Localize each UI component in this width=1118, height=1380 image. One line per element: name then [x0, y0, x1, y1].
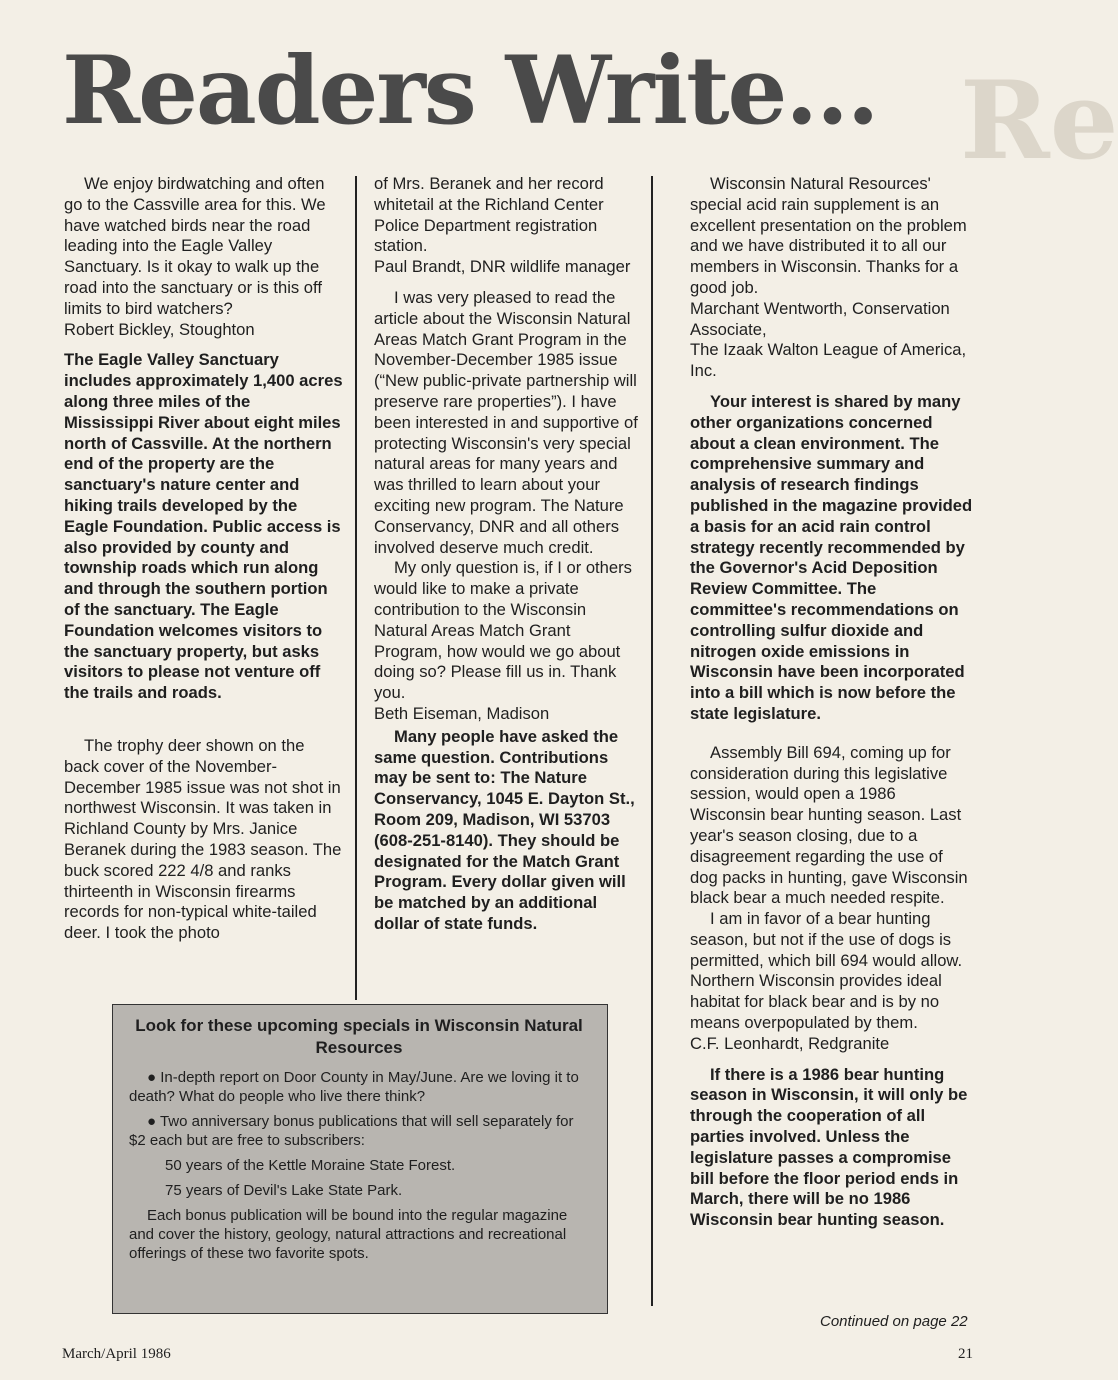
letter-signature-org: The Izaak Walton League of America, Inc.	[690, 340, 967, 381]
column-2	[374, 174, 642, 935]
editor-reply: Many people have asked the same question. Contributions may be sent to: The Nature Conservancy, 1045 E. Dayton St., Room 209, Madison, WI 53703 (608-251-8140). They should be designated for the Match Grant Program. Every dollar given will be matched by an additional dollar of state funds.	[374, 726, 635, 933]
letter-bear-hunting-opinion: I am in favor of a bear hunting season, but not if the use of dogs is permitted, which bill 694 would allow. Northern Wisconsin provides ideal habitat for black bear and is by no means overpopulated by them.	[690, 909, 963, 1033]
page-title: Readers Write...	[62, 36, 878, 146]
column-3	[690, 174, 974, 1231]
letter-birdwatching: We enjoy birdwatching and often go to the Cassville area for this. We have watched birds near the road leading into the Eagle Valley Sanctuary. Is it okay to walk up the road into the sanctuary or is this off limits to bird watchers?	[64, 174, 326, 318]
column-rule-right	[651, 176, 653, 1306]
letter-signature: Robert Bickley, Stoughton	[64, 319, 255, 339]
letter-continuation: of Mrs. Beranek and her record whitetail at the Richland Center Police Department registration station.	[374, 174, 604, 256]
editor-reply: The Eagle Valley Sanctuary includes approximately 1,400 acres along three miles of the Mississippi River about eight miles north of Cassville. At the northern end of the property are the sanctuary's nature center and hiking trails developed by the Eagle Foundation. Public access is also provided by county and township roads which run along and through the southern portion of the sanctuary. The Eagle Foundation welcomes visitors to the sanctuary property, but asks visitors to please not venture off the trails and roads.	[64, 350, 343, 703]
box-item-door-county: ● In-depth report on Door County in May/June. Are we loving it to death? What do people who live there think?	[129, 1069, 579, 1105]
letter-signature: Marchant Wentworth, Conservation Associate,	[690, 298, 950, 339]
column-rule-left	[355, 176, 357, 1000]
upcoming-specials-box	[112, 1004, 608, 1314]
letter-signature: Beth Eiseman, Madison	[374, 703, 550, 723]
column-1	[64, 174, 344, 944]
box-subitem-kettle-moraine: 50 years of the Kettle Moraine State Forest.	[165, 1157, 456, 1174]
box-note: Each bonus publication will be bound into the regular magazine and cover the history, geology, natural attractions and recreational offerings of these two favorite spots.	[129, 1207, 568, 1262]
box-title: Look for these upcoming specials in Wisconsin Natural Resources	[135, 1016, 583, 1057]
continued-note: Continued on page 22	[820, 1313, 968, 1330]
box-item-anniversary: ● Two anniversary bonus publications that will sell separately for $2 each but are free to subscribers:	[129, 1113, 574, 1149]
letter-signature: Paul Brandt, DNR wildlife manager	[374, 257, 631, 277]
letter-acid-rain: Wisconsin Natural Resources' special acid rain supplement is an excellent presentation on the problem and we have distributed it to all our members in Wisconsin. Thanks for a good job.	[690, 174, 967, 297]
box-subitem-devils-lake: 75 years of Devil's Lake State Park.	[165, 1182, 403, 1199]
page-number: 21	[958, 1346, 973, 1362]
bleed-through-title: Re	[960, 58, 1118, 184]
letter-bear-hunting: Assembly Bill 694, coming up for consideration during this legislative session, would open a 1986 Wisconsin bear hunting season. Last year's season closing, due to a disagreement regarding the use of dog packs in hunting, gave Wisconsin black bear a much needed respite.	[690, 742, 968, 908]
issue-date: March/April 1986	[62, 1346, 171, 1362]
letter-trophy-deer: The trophy deer shown on the back cover of the November-December 1985 issue was not shot in northwest Wisconsin. It was taken in Richland County by Mrs. Janice Beranek during the 1983 season. The buck scored 222 4/8 and ranks thirteenth in Wisconsin firearms records for non-typical white-tailed deer. I took the photo	[64, 735, 342, 943]
letter-signature: C.F. Leonhardt, Redgranite	[690, 1033, 890, 1053]
bullet-icon: ●	[147, 1069, 157, 1086]
letter-match-grant: I was very pleased to read the article about the Wisconsin Natural Areas Match Grant Program in the November-December 1985 issue (“New public-private partnership will preserve rare properties”). I have been interested in and supportive of protecting Wisconsin's very special natural areas for many years and was thrilled to learn about your exciting new program. The Nature Conservancy, DNR and all others involved deserve much credit.	[374, 287, 638, 557]
editor-reply: Your interest is shared by many other organizations concerned about a clean environment. The comprehensive summary and analysis of research findings published in the magazine provided a basis for an acid rain control strategy recently recommended by the Governor's Acid Deposition Review Committee. The committee's recommendations on controlling sulfur dioxide and nitrogen oxide emissions in Wisconsin have been incorporated into a bill which is now before the state legislature.	[690, 391, 973, 723]
letter-match-grant-question: My only question is, if I or others would like to make a private contribution to the Wisconsin Natural Areas Match Grant Program, how would we go about doing so? Please fill us in. Thank you.	[374, 558, 632, 703]
editor-reply: If there is a 1986 bear hunting season in Wisconsin, it will only be through the cooperation of all parties involved. Unless the legislature passes a compromise bill before the floor period ends in March, there will be no 1986 Wisconsin bear hunting season.	[690, 1064, 968, 1230]
bullet-icon: ●	[147, 1113, 157, 1130]
